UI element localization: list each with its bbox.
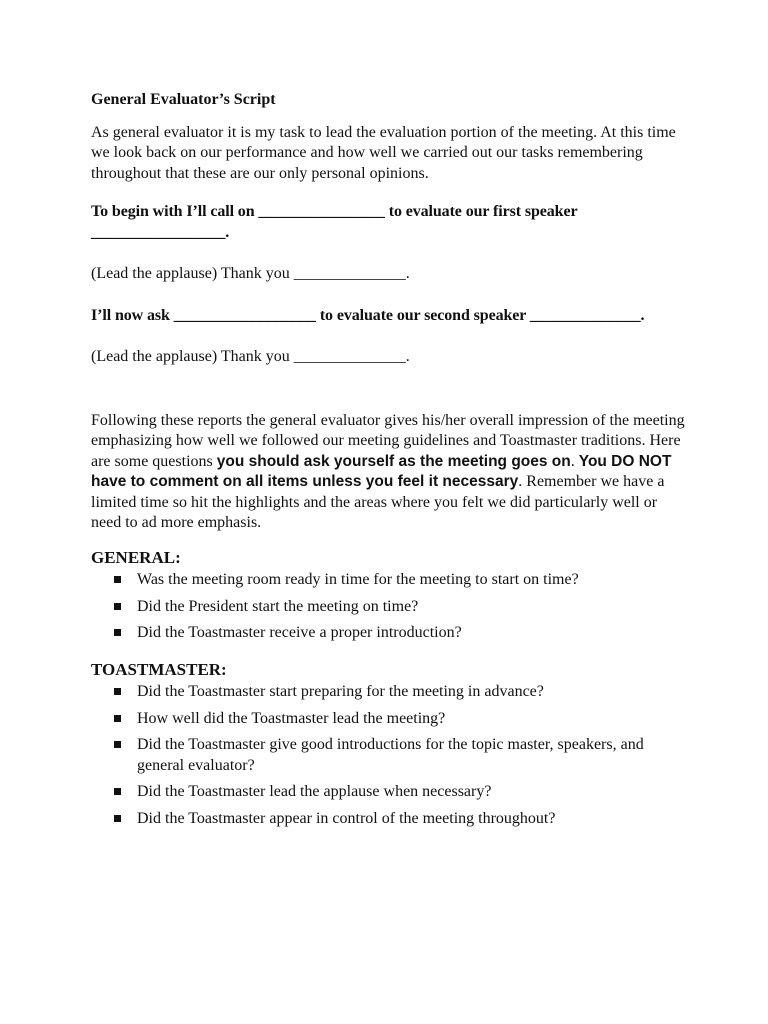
list-item [91,623,691,644]
following-text-2: . [570,452,579,470]
list-item-text: Did the Toastmaster start preparing for the meeting in advance? [137,683,544,700]
list-item [91,809,691,830]
toastmaster-question-list [91,682,691,829]
list-item [91,570,691,591]
first-evaluator-call-line: To begin with I’ll call on ________________ to evaluate our first speaker _________________. [91,203,578,241]
second-thank-you-line: (Lead the applause) Thank you ______________. [91,348,410,365]
document-page [91,90,691,835]
list-item-text: Did the Toastmaster give good introductions for the topic master, speakers, and general evaluator? [137,736,644,774]
list-item-text: Did the Toastmaster lead the applause when necessary? [137,783,492,800]
list-item-text: Did the Toastmaster receive a proper introduction? [137,624,462,641]
following-text-3: . Remember we have a limited time so hit the highlights and the areas where you felt we did particularly well or need to ad more emphasis. [91,473,665,531]
intro-paragraph: As general evaluator it is my task to lead the evaluation portion of the meeting. At this time we look back on our performance and how well we carried out our tasks remembering throughout that these are our only personal opinions. [91,123,676,182]
square-bullet-icon [114,715,121,722]
list-item-text: Was the meeting room ready in time for the meeting to start on time? [137,571,579,588]
following-reports-paragraph [91,411,691,534]
general-question-list [91,570,691,644]
list-item [91,709,691,730]
document-title: General Evaluator’s Script [91,91,276,108]
list-item [91,597,691,618]
following-bold-2: You DO NOT have to comment on all items unless you feel it necessary [91,452,672,490]
list-item-text: Did the Toastmaster appear in control of the meeting throughout? [137,809,556,827]
square-bullet-icon [114,788,121,795]
square-bullet-icon [114,815,121,822]
section-heading-toastmaster: TOASTMASTER: [91,659,227,679]
list-item [91,782,691,803]
list-item [91,735,691,776]
list-item-text: Did the President start the meeting on time? [137,597,419,615]
list-item [91,682,691,703]
section-heading-general: GENERAL: [91,547,181,567]
square-bullet-icon [114,741,121,748]
list-item-text: How well did the Toastmaster lead the meeting? [137,709,446,727]
square-bullet-icon [114,629,121,636]
square-bullet-icon [114,576,121,583]
square-bullet-icon [114,603,121,610]
following-bold-1: you should ask yourself as the meeting goes on [216,452,571,470]
second-evaluator-call-line: I’ll now ask __________________ to evaluate our second speaker ______________. [91,306,645,324]
square-bullet-icon [114,688,121,695]
following-text-1: Following these reports the general evaluator gives his/her overall impression of the meeting emphasizing how well we followed our meeting guidelines and Toastmaster traditions. Here are some questions [91,411,685,470]
first-thank-you-line: (Lead the applause) Thank you ______________. [91,265,410,282]
